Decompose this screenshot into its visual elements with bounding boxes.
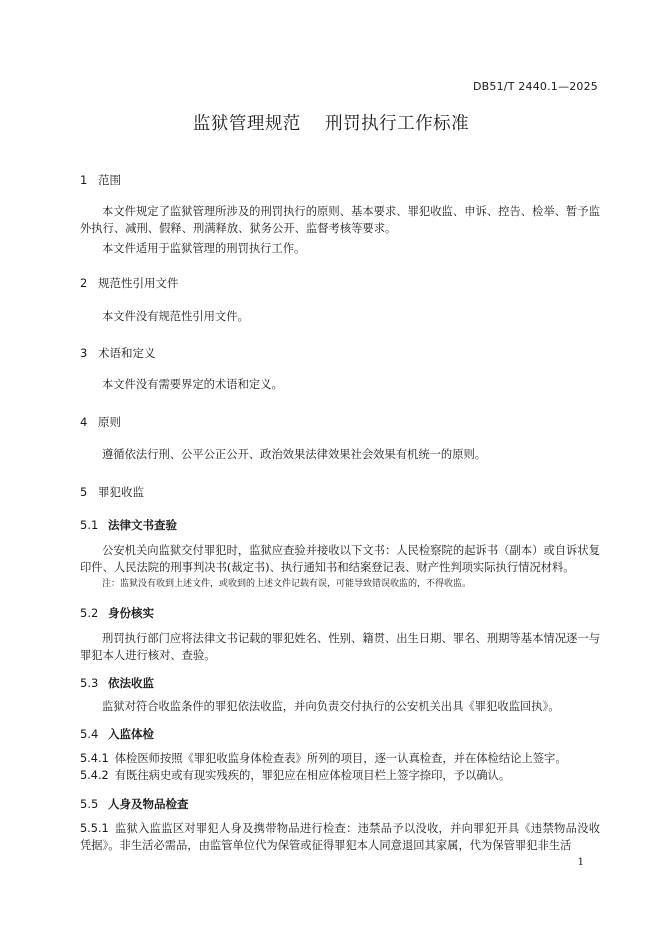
item-text: 体检医师按照《罪犯收监身体检查表》所列的项目，逐一认真检查，并在体检结论上签字。: [114, 752, 567, 765]
section-1-paragraph-1: 本文件规定了监狱管理所涉及的刑罚执行的原则、基本要求、罪犯收监、申诉、控告、检举、暂予监外执行、减刑、假释、刑满释放、狱务公开、监督考核等要求。: [80, 205, 600, 235]
section-number: 5: [80, 485, 88, 499]
section-5-heading: [80, 484, 144, 500]
section-2-paragraph-1: 本文件没有规范性引用文件。: [102, 310, 249, 323]
section-4-heading: [80, 414, 121, 430]
section-title: 原则: [98, 415, 121, 429]
section-title: 人身及物品检查: [108, 797, 189, 811]
section-title: 罪犯收监: [98, 485, 144, 499]
section-5-5-heading: [80, 796, 189, 812]
item-number: 5.4.2: [80, 769, 109, 782]
page-title: 监狱管理规范 刑罚执行工作标准: [192, 114, 470, 134]
section-title: 法律文书查验: [108, 518, 177, 532]
section-number: 5.5: [80, 797, 99, 811]
section-title: 规范性引用文件: [98, 276, 179, 290]
section-5-1-heading: [80, 517, 177, 533]
section-1-heading: [80, 172, 121, 188]
section-5-2-heading: [80, 605, 154, 621]
section-title: 依法收监: [108, 676, 154, 690]
section-5-1-note: 注：监狱没有收到上述文件，或收到的上述文件记载有误，可能导致错误收监的，不得收监。: [102, 579, 472, 589]
section-5-4-heading: [80, 726, 154, 742]
item-5-4-2: [80, 767, 600, 784]
item-5-4-1: [80, 750, 600, 767]
section-title: 入监体检: [108, 727, 154, 741]
section-5-3-paragraph-1: 监狱对符合收监条件的罪犯依法收监，并向负责交付执行的公安机关出具《罪犯收监回执》。: [102, 700, 560, 713]
section-number: 3: [80, 346, 88, 360]
section-3-paragraph-1: 本文件没有需要界定的术语和定义。: [102, 378, 283, 391]
section-number: 5.4: [80, 727, 99, 741]
item-number: 5.5.1: [80, 822, 109, 835]
section-title: 术语和定义: [98, 346, 156, 360]
section-number: 1: [80, 173, 88, 187]
section-number: 2: [80, 276, 88, 290]
item-text: 有既往病史或有现实残疾的，罪犯应在相应体检项目栏上签字捺印，予以确认。: [114, 769, 511, 782]
section-5-1-paragraph-1: 公安机关向监狱交付罪犯时，监狱应查验并接收以下文书：人民检察院的起诉书（副本）或自诉状复印件、人民法院的刑事判决书(裁定书)、执行通知书和结案登记表、财产性判项实际执行情况材料。: [80, 544, 600, 574]
section-2-heading: [80, 275, 179, 291]
section-number: 5.2: [80, 606, 99, 620]
section-title: 范围: [98, 173, 121, 187]
section-number: 5.1: [80, 518, 99, 532]
section-4-paragraph-1: 遵循依法行刑、公平公正公开、政治效果法律效果社会效果有机统一的原则。: [102, 448, 487, 461]
section-number: 4: [80, 415, 88, 429]
page-number: 1: [577, 857, 584, 868]
item-5-5-1: [80, 820, 600, 854]
section-5-3-heading: [80, 675, 154, 691]
section-3-heading: [80, 345, 156, 361]
section-title: 身份核实: [108, 606, 154, 620]
section-1-paragraph-2: 本文件适用于监狱管理的刑罚执行工作。: [102, 242, 306, 255]
item-text: 监狱入监监区对罪犯人身及携带物品进行检查：违禁品予以没收，并向罪犯开具《违禁物品没收凭据》。非生活必需品，由监管单位代为保管或征得罪犯本人同意退回其家属，代为保管罪犯非生活: [80, 822, 600, 852]
section-number: 5.3: [80, 676, 99, 690]
section-5-2-paragraph-1: 刑罚执行部门应将法律文书记载的罪犯姓名、性别、籍贯、出生日期、罪名、刑期等基本情况逐一与罪犯本人进行核对、查验。: [80, 632, 600, 662]
item-number: 5.4.1: [80, 752, 109, 765]
standard-code: DB51/T 2440.1—2025: [472, 80, 598, 93]
